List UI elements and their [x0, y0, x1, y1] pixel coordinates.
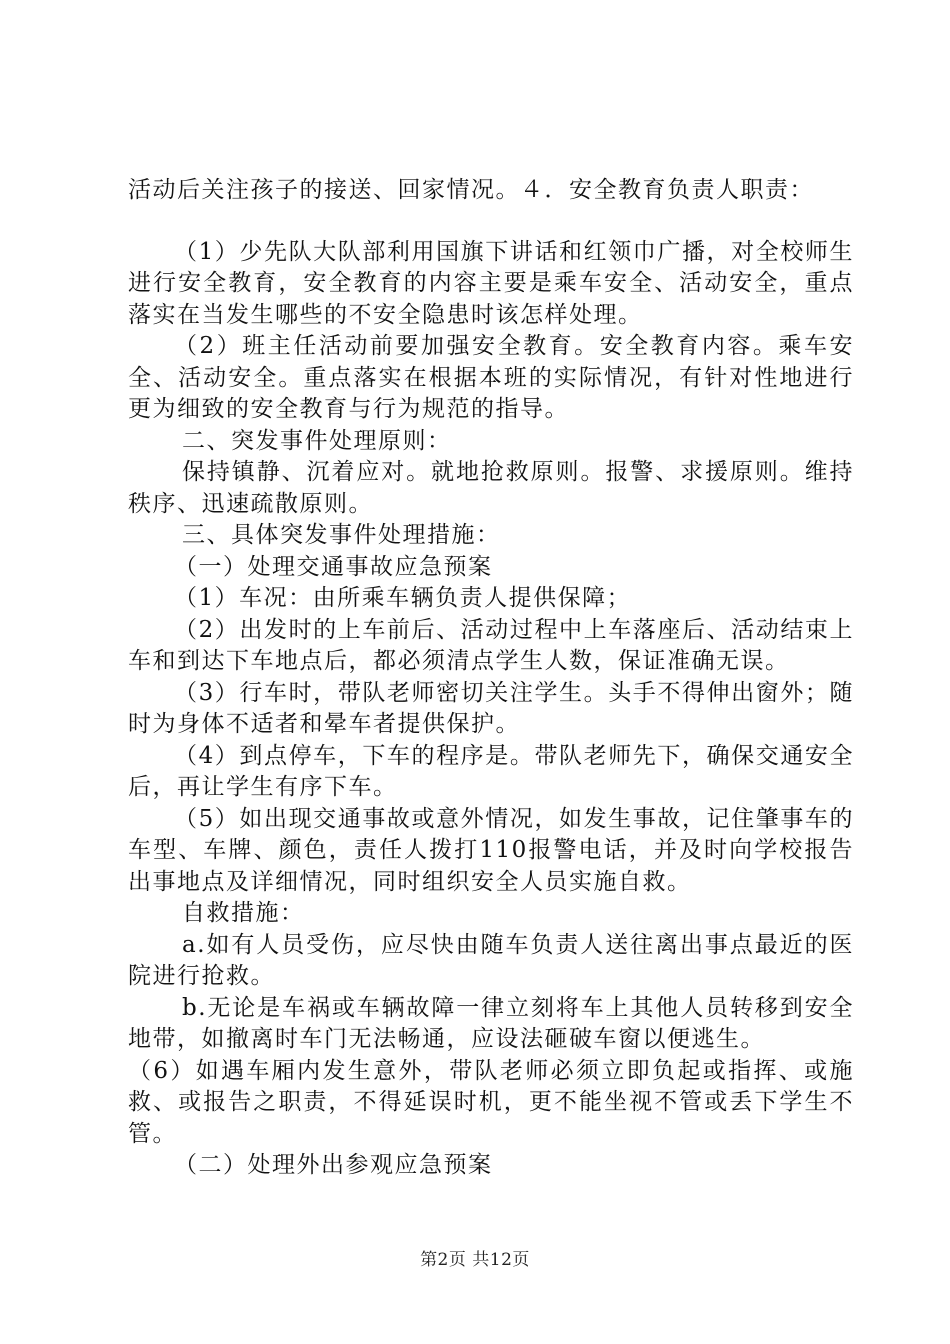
paragraph-continuation: 活动后关注孩子的接送、回家情况。４．安全教育负责人职责： — [128, 177, 814, 203]
paragraph-item-1: （1）少先队大队部利用国旗下讲话和红领巾广播，对全校师生进行安全教育，安全教育的内容主要是乘车安全、活动安全，重点落实在当发生哪些的不安全隐患时该怎样处理。 — [128, 238, 854, 328]
paragraph-traffic-6: （6）如遇车厢内发生意外，带队老师必须立即负起或指挥、或施救、或报告之职责，不得延误时机，更不能坐视不管或丢下学生不管。 — [128, 1057, 854, 1147]
paragraph-self-rescue-a: a.如有人员受伤，应尽快由随车负责人送往离出事点最近的医院进行抢救。 — [128, 931, 854, 989]
page-number-footer: 第2页 共12页 — [420, 1250, 530, 1270]
paragraph-item-2: （2）班主任活动前要加强安全教育。安全教育内容。乘车安全、活动安全。重点落实在根据本班的实际情况，有针对性地进行更为细致的安全教育与行为规范的指导。 — [128, 333, 854, 422]
section-heading-measures: 三、具体突发事件处理措施： — [182, 522, 501, 548]
paragraph-traffic-2: （2）出发时的上车前后、活动过程中上车落座后、活动结束上车和到达下车地点后，都必须清点学生人数，保证准确无误。 — [128, 616, 854, 674]
section-heading-principles: 二、突发事件处理原则： — [182, 427, 452, 454]
paragraph-traffic-3: （3）行车时，带队老师密切关注学生。头手不得伸出窗外；随时为身体不适者和晕车者提供保护。 — [128, 679, 854, 737]
paragraph-traffic-4: （4）到点停车，下车的程序是。带队老师先下，确保交通安全后，再让学生有序下车。 — [128, 742, 854, 800]
paragraph-principles: 保持镇静、沉着应对。就地抢救原则。报警、求援原则。维持秩序、迅速疏散原则。 — [128, 459, 854, 517]
paragraph-traffic-5: （5）如出现交通事故或意外情况，如发生事故，记住肇事车的车型、车牌、颜色，责任人拨打110报警电话，并及时向学校报告出事地点及详细情况，同时组织安全人员实施自救。 — [128, 805, 854, 895]
subsection-heading-traffic: （一）处理交通事故应急预案 — [174, 553, 493, 580]
subsection-heading-visit: （二）处理外出参观应急预案 — [174, 1152, 493, 1178]
paragraph-self-rescue-heading: 自救措施： — [182, 900, 305, 926]
paragraph-traffic-1: （1）车况：由所乘车辆负责人提供保障； — [174, 585, 632, 611]
paragraph-self-rescue-b: b.无论是车祸或车辆故障一律立刻将车上其他人员转移到安全地带，如撤离时车门无法畅通，应设法砸破车窗以便逃生。 — [128, 994, 854, 1052]
document-body — [128, 175, 854, 1182]
paragraph-gap — [128, 207, 854, 237]
